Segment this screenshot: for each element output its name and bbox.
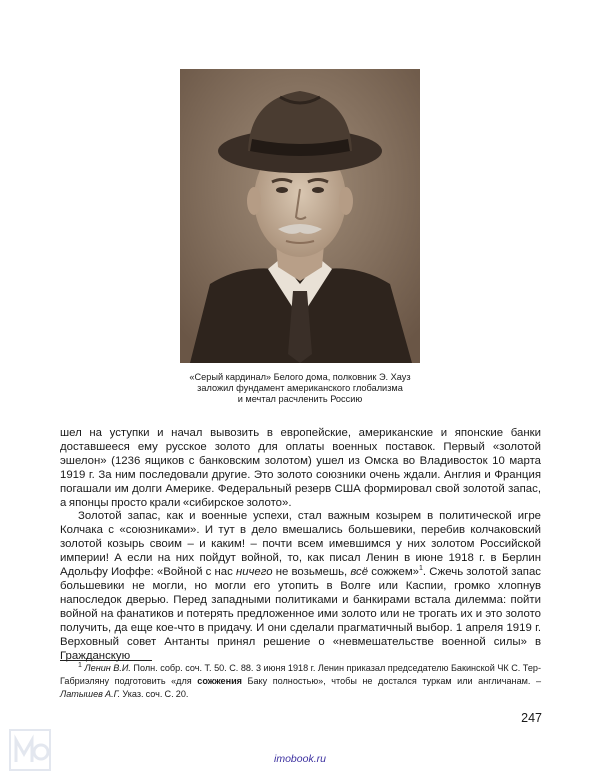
footnote-bold: сожжения — [197, 675, 242, 686]
text-run: не возьмешь, — [272, 566, 351, 579]
text-run: . Сжечь золотой запас большевики не могли, но могли его утопить в Волге или Каспии, громко хлопнув напоследок дверью. Перед западными политиками и банкирами встала дилемма: пойти войной на фанатиков и потерять предложенное ими золото или не трогать их и это золото получить, да еще кое-что в придачу. И они сделали прагматичный выбор. 1 апреля 1919 г. Верховный совет Антанты принял решение о «невмешательстве военной силы» в Гражданскую — [60, 566, 541, 662]
footnote-divider — [60, 660, 152, 661]
footnote — [60, 662, 541, 700]
footnote-number: 1 — [78, 661, 82, 669]
footnote-text: Баку полностью», чтобы не достался туркам или англичанам. – — [241, 675, 541, 686]
paragraph: шел на уступки и начал вывозить в европейские, американские и японские банки доставшееся ему русское золото для оплаты военных поставок. Первый «золотой эшелон» (1236 ящиков с банковским золотом) ушел из Омска во Владивосток 10 марта 1919 г. За ним последовали другие. Это золото союзники очень ждали. Англия и Франция погашали им долги Америке. Федеральный резерв США формировал свой золотой запас, а японцы просто крали «сибирское золото». — [60, 427, 541, 509]
footnote-ref[interactable]: 1 — [419, 565, 423, 573]
portrait-photo — [180, 69, 420, 363]
paragraph — [60, 510, 541, 663]
footnote-author: Латышев А.Г. — [60, 688, 121, 699]
main-text — [60, 427, 541, 663]
photo-caption — [130, 372, 470, 405]
portrait-illustration — [180, 69, 420, 363]
footnote-text: Указ. соч. С. 20. — [120, 688, 189, 699]
footnote-author: Ленин В.И. — [84, 663, 131, 673]
site-link[interactable]: imobook.ru — [274, 753, 326, 765]
emphasis: ничего — [235, 566, 273, 579]
footnote-text: Полн. собр. соч. Т. 50. С. 88. 3 июня 1918 г. Ленин приказал председателю Бакинской ЧК С. Тер-Габриэляну подготовить «для — [60, 663, 541, 686]
caption-line: заложил фундамент американского глобализма — [197, 383, 403, 393]
text-run: сожжем» — [368, 566, 419, 579]
watermark-logo-icon — [8, 728, 52, 772]
text-run: Золотой запас, как и военные успехи, стал важным козырем в политической игре Колчака с «союзниками». И тут в дело вмешались большевики, перебив колчаковский золотой козырь своим – и каким! – почти всем имевшимся у них золотом Российской империи! А если на них пойдут войной, то, как писал Ленин в июне 1918 г. в Берлин Адольфу Иоффе: «Войной с нас — [60, 510, 541, 579]
emphasis: всё — [350, 566, 369, 579]
page-number: 247 — [521, 711, 542, 725]
caption-line: и мечтал расчленить Россию — [237, 394, 363, 404]
caption-line: «Серый кардинал» Белого дома, полковник Э. Хауз — [189, 372, 411, 382]
